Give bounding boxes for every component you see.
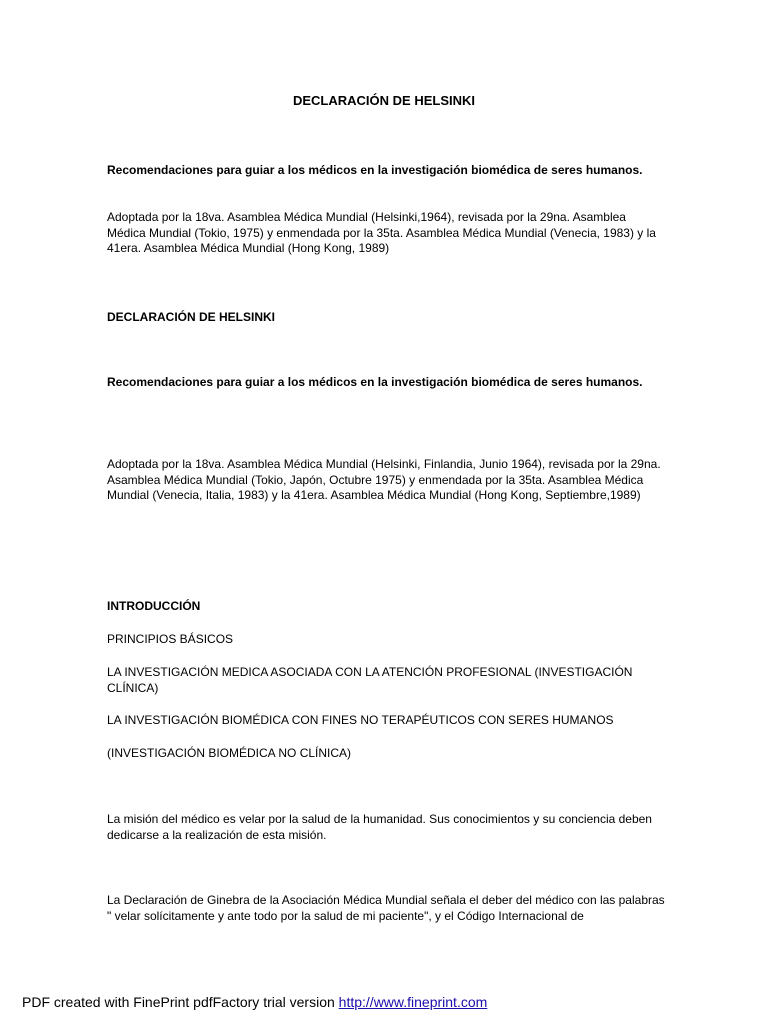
adopted-paragraph: Adoptada por la 18va. Asamblea Médica Mundial (Helsinki, Finlandia, Junio 1964), revisada por la 29na. Asamblea Médica Mundial (Tokio, Japón, Octubre 1975) y enmendada por la 35ta. Asamblea Médica Mundial (Venecia, Italia, 1983) y la 41era. Asamblea Médica Mundial (Hong Kong, Septiembre,1989)	[107, 457, 661, 502]
section-heading-helsinki: DECLARACIÓN DE HELSINKI	[107, 310, 276, 324]
pdf-footer	[22, 993, 487, 1011]
intro-subtitle: Recomendaciones para guiar a los médicos en la investigación biomédica de seres humanos.	[107, 163, 643, 177]
section-heading-introduccion: INTRODUCCIÓN	[107, 599, 201, 613]
toc-item-no-clinica: (INVESTIGACIÓN BIOMÉDICA NO CLÍNICA)	[107, 746, 352, 760]
section-subtitle: Recomendaciones para guiar a los médicos en la investigación biomédica de seres humanos.	[107, 375, 643, 389]
intro-adopted-paragraph: Adoptada por la 18va. Asamblea Médica Mundial (Helsinki,1964), revisada por la 29na. Asamblea Médica Mundial (Tokio, 1975) y enmendada por la 35ta. Asamblea Médica Mundial (Venecia, 1983) y la 41era. Asamblea Médica Mundial (Hong Kong, 1989)	[107, 210, 656, 255]
footer-text: PDF created with FinePrint pdfFactory trial version	[22, 994, 335, 1010]
document-title: DECLARACIÓN DE HELSINKI	[292, 93, 475, 108]
body-paragraph-ginebra: La Declaración de Ginebra de la Asociación Médica Mundial señala el deber del médico con las palabras " velar solícitamente y ante todo por la salud de mi paciente", y el Código Internacional de	[107, 893, 665, 923]
footer-link[interactable]: http://www.fineprint.com	[338, 994, 488, 1010]
toc-item-principios: PRINCIPIOS BÁSICOS	[107, 632, 234, 646]
toc-item-investigacion-no-terapeutica: LA INVESTIGACIÓN BIOMÉDICA CON FINES NO TERAPÉUTICOS CON SERES HUMANOS	[107, 713, 614, 727]
toc-item-investigacion-clinica: LA INVESTIGACIÓN MEDICA ASOCIADA CON LA ATENCIÓN PROFESIONAL (INVESTIGACIÓN CLÍNICA)	[107, 665, 633, 695]
body-paragraph-mision: La misión del médico es velar por la salud de la humanidad. Sus conocimientos y su conciencia deben dedicarse a la realización de esta misión.	[107, 812, 652, 842]
